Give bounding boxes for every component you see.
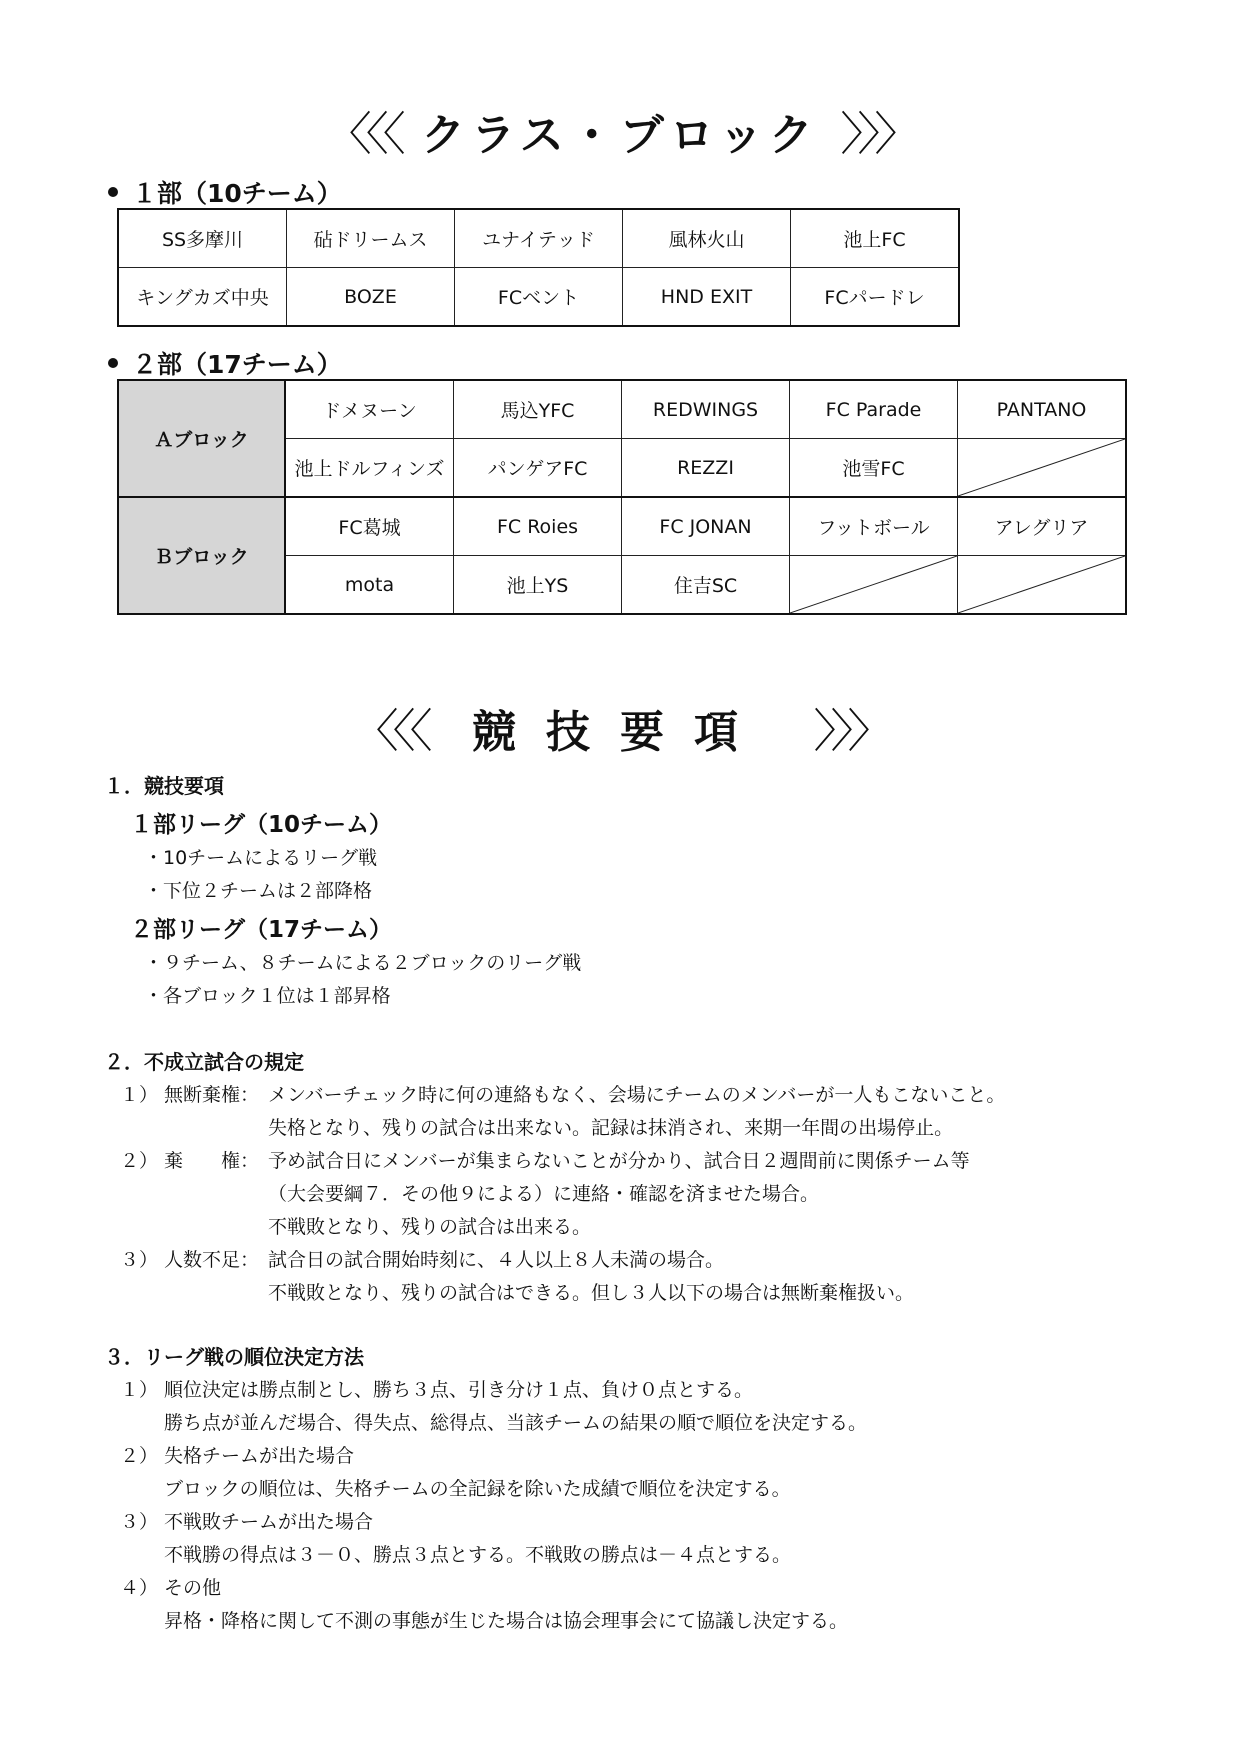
section-2	[104, 1046, 1005, 1310]
rules-title	[0, 695, 1240, 761]
class-block-title	[0, 98, 1240, 164]
team-cell: フットボール	[790, 497, 958, 556]
item-line: 失格となり、残りの試合は出来ない。記録は抹消され、来期一年間の出場停止。	[268, 1117, 954, 1139]
team-cell: FC JONAN	[622, 497, 790, 556]
team-cell: 馬込YFC	[454, 380, 622, 439]
diagonal-slash-icon	[958, 439, 1125, 496]
team-cell: 住吉SC	[622, 556, 790, 615]
team-cell: アレグリア	[958, 497, 1127, 556]
list-item: ・各ブロック１位は１部昇格	[144, 985, 391, 1007]
item-number: ２）	[120, 1150, 159, 1172]
section-3-heading: ３．リーグ戦の順位決定方法	[104, 1345, 364, 1369]
team-cell: REDWINGS	[622, 380, 790, 439]
team-cell: FC Parade	[790, 380, 958, 439]
team-cell: 池雪FC	[790, 439, 958, 498]
team-cell: mota	[285, 556, 454, 615]
team-cell: REZZI	[622, 439, 790, 498]
item-number: ２）	[120, 1445, 159, 1467]
team-cell: キングカズ中央	[118, 268, 287, 327]
title-close-bracket: 〉〉〉	[813, 704, 888, 758]
table-row	[118, 209, 959, 268]
team-cell: FC Roies	[454, 497, 622, 556]
team-cell: パンゲアFC	[454, 439, 622, 498]
item-line: 予め試合日にメンバーが集まらないことが分かり、試合日２週間前に関係チーム等	[268, 1150, 970, 1172]
league2-title: ２部リーグ（17チーム）	[130, 917, 393, 943]
team-cell: BOZE	[287, 268, 455, 327]
item-line: 不戦敗となり、残りの試合は出来る。	[268, 1216, 592, 1238]
item-number: ３）	[120, 1511, 159, 1533]
item-label: 人数不足：	[164, 1249, 260, 1271]
item-line: メンバーチェック時に何の連絡もなく、会場にチームのメンバーが一人もこないこと。	[268, 1084, 1006, 1106]
list-item: ・９チーム、８チームによる２ブロックのリーグ戦	[144, 952, 582, 974]
team-cell: 池上FC	[791, 209, 960, 268]
list-item	[104, 1506, 867, 1539]
item-line: 昇格・降格に関して不測の事態が生じた場合は協会理事会にて協議し決定する。	[164, 1610, 849, 1632]
list-item	[104, 1374, 867, 1407]
item-line: 勝ち点が並んだ場合、得失点、総得点、当該チームの結果の順で順位を決定する。	[164, 1412, 868, 1434]
section-1	[104, 770, 581, 1013]
item-line: 試合日の試合開始時刻に、４人以上８人未満の場合。	[268, 1249, 725, 1271]
item-line: 不戦敗チームが出た場合	[164, 1511, 374, 1533]
div2-table	[117, 379, 1127, 615]
div1-table	[117, 208, 960, 327]
team-cell: 砧ドリームス	[287, 209, 455, 268]
league1-title: １部リーグ（10チーム）	[130, 812, 393, 838]
item-number: １）	[120, 1379, 159, 1401]
team-cell: 風林火山	[623, 209, 791, 268]
bullet-icon	[108, 358, 118, 368]
rules-title-text: 競技要項	[472, 707, 768, 758]
team-cell: ユナイテッド	[455, 209, 623, 268]
block-a-label: Ａブロック	[118, 380, 285, 497]
table-row	[118, 380, 1126, 439]
item-line: 不戦勝の得点は３－０、勝点３点とする。不戦敗の勝点は－４点とする。	[164, 1544, 792, 1566]
class-block-title-text: クラス・ブロック	[421, 110, 819, 161]
item-label: 無断棄権：	[164, 1084, 260, 1106]
list-item	[104, 1079, 1005, 1112]
div2-heading-text: ２部（17チーム）	[132, 350, 342, 379]
item-line: 失格チームが出た場合	[164, 1445, 355, 1467]
item-line: （大会要綱７．その他９による）に連絡・確認を済ませた場合。	[268, 1183, 820, 1205]
div2-heading	[108, 345, 342, 381]
item-number: １）	[120, 1084, 159, 1106]
team-cell: HND EXIT	[623, 268, 791, 327]
table-row	[118, 497, 1126, 556]
section-1-heading: １．競技要項	[104, 774, 224, 798]
team-cell: PANTANO	[958, 380, 1127, 439]
team-cell: SS多摩川	[118, 209, 287, 268]
item-line: その他	[164, 1577, 222, 1599]
div1-heading	[108, 174, 342, 210]
list-item	[104, 1440, 867, 1473]
team-cell: 池上YS	[454, 556, 622, 615]
table-row	[118, 268, 959, 327]
team-cell: 池上ドルフィンズ	[285, 439, 454, 498]
empty-cell	[958, 439, 1127, 498]
bullet-icon	[108, 187, 118, 197]
section-2-heading: ２．不成立試合の規定	[104, 1050, 304, 1074]
list-item	[104, 1572, 867, 1605]
diagonal-slash-icon	[958, 556, 1125, 613]
item-line: ブロックの順位は、失格チームの全記録を除いた成績で順位を決定する。	[164, 1478, 791, 1500]
empty-cell	[790, 556, 958, 615]
empty-cell	[958, 556, 1127, 615]
section-3	[104, 1341, 867, 1638]
list-item: ・下位２チームは２部降格	[144, 880, 373, 902]
team-cell: FCベント	[455, 268, 623, 327]
list-item: ・10チームによるリーグ戦	[144, 847, 378, 869]
list-item	[104, 1244, 1005, 1277]
title-open-bracket: 〈〈〈	[325, 107, 400, 161]
title-close-bracket: 〉〉〉	[840, 107, 915, 161]
div1-heading-text: １部（10チーム）	[132, 179, 342, 208]
item-number: ４）	[120, 1577, 159, 1599]
block-b-label: Ｂブロック	[118, 497, 285, 614]
item-line: 順位決定は勝点制とし、勝ち３点、引き分け１点、負け０点とする。	[164, 1379, 754, 1401]
team-cell: FCパードレ	[791, 268, 960, 327]
team-cell: FC葛城	[285, 497, 454, 556]
item-label: 棄 権：	[164, 1150, 260, 1172]
title-open-bracket: 〈〈〈	[352, 704, 427, 758]
diagonal-slash-icon	[790, 556, 957, 613]
list-item	[104, 1145, 1005, 1178]
team-cell: ドメヌーン	[285, 380, 454, 439]
item-number: ３）	[120, 1249, 159, 1271]
item-line: 不戦敗となり、残りの試合はできる。但し３人以下の場合は無断棄権扱い。	[268, 1282, 915, 1304]
